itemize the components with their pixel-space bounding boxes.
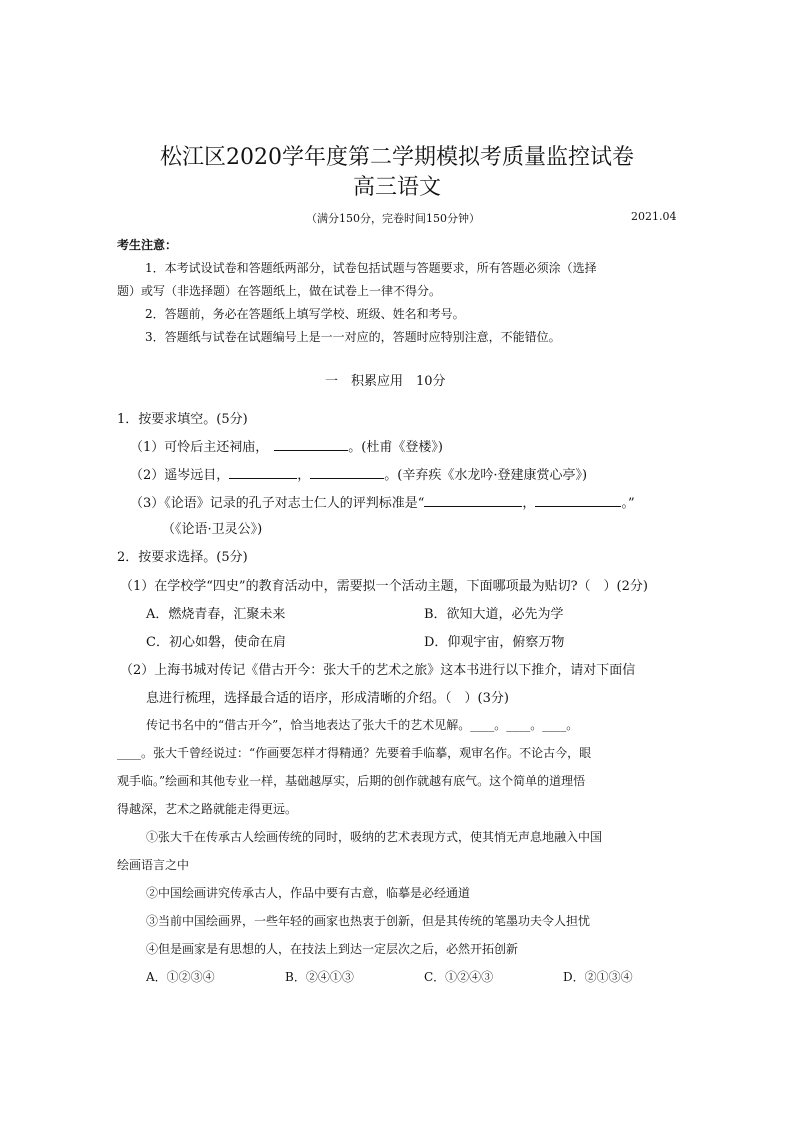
item-3-suffix: 。” — [621, 496, 635, 511]
exam-date: 2021.04 — [631, 210, 677, 223]
passage-line-4: 得越深，艺术之路就能走得更远。 — [117, 802, 298, 816]
order-option-c[interactable]: C．①②④③ — [424, 970, 494, 984]
question-2-stem: 2．按要求选择。(5分) — [117, 550, 248, 565]
option-d[interactable]: D．仰观宇宙，俯察万物 — [424, 635, 565, 650]
item-2-prefix: （2）遥岑远目， — [130, 468, 230, 483]
notice-heading: 考生注意： — [117, 238, 178, 252]
answer-blank[interactable] — [274, 438, 348, 451]
item-3-prefix: （3）《论语》记录的孔子对志士仁人的评判标准是“ — [130, 496, 425, 511]
order-option-a[interactable]: A．①②③④ — [146, 970, 215, 984]
option-a[interactable]: A．燃烧青春，汇聚未来 — [146, 607, 286, 622]
item-1-prefix: （1）可怜后主还祠庙， — [130, 440, 269, 455]
item-2-suffix: 。(辛弃疾《水龙吟·登建康赏心亭》) — [384, 468, 588, 483]
option-c[interactable]: C．初心如磐，使命在肩 — [146, 635, 286, 650]
exam-info: （满分150分，完卷时间150分钟） — [306, 212, 480, 225]
notice-item-1-line-1: 1．本考试设试卷和答题纸两部分，试卷包括试题与答题要求，所有答题必须涂（选择 — [145, 261, 597, 275]
item-1-suffix: 。(杜甫《登楼》) — [348, 440, 443, 455]
sentence-4: ④但是画家是有思想的人，在技法上到达一定层次之后，必然开拓创新 — [146, 942, 519, 956]
question-2-sub-2-line-2: 息进行梳理，选择最合适的语序，形成清晰的介绍。（ ）(3分) — [146, 691, 509, 706]
question-1-item-1 — [130, 436, 443, 455]
question-1-item-3 — [130, 492, 635, 511]
order-option-d[interactable]: D．②①③④ — [563, 970, 633, 984]
answer-blank[interactable] — [229, 466, 297, 479]
sentence-3: ③当前中国绘画界，一些年轻的画家也热衷于创新，但是其传统的笔墨功夫令人担忧 — [146, 914, 591, 928]
passage-line-1: 传记书名中的“借古开今”，恰当地表达了张大千的艺术见解。____。____。____。 — [146, 718, 579, 732]
option-b[interactable]: B．欲知大道，必先为学 — [424, 607, 564, 622]
item-3-source: （《论语·卫灵公》) — [162, 522, 263, 537]
section-heading: 一 积累应用 10分 — [325, 374, 446, 389]
question-1-item-2 — [130, 464, 587, 483]
item-3-mid: ， — [522, 496, 536, 511]
question-2-sub-1: （1）在学校学“四史”的教育活动中，需要拟一个活动主题，下面哪项最为贴切?（ ）(2分) — [120, 579, 648, 594]
notice-item-1-line-2: 题）或写（非选择题）在答题纸上，做在试卷上一律不得分。 — [117, 284, 442, 298]
notice-item-3: 3．答题纸与试卷在试题编号上是一一对应的，答题时应特别注意，不能错位。 — [145, 330, 561, 344]
item-2-mid: ， — [297, 468, 311, 483]
question-1-stem: 1．按要求填空。(5分) — [117, 412, 248, 427]
sentence-1-line-2: 绘画语言之中 — [117, 858, 190, 872]
sentence-2: ②中国绘画讲究传承古人，作品中要有古意，临摹是必经通道 — [146, 886, 471, 900]
question-2-sub-2-line-1: （2）上海书城对传记《借古开今：张大千的艺术之旅》这本书进行以下推介，请对下面信 — [120, 663, 636, 678]
exam-subtitle: 高三语文 — [352, 175, 441, 200]
answer-blank[interactable] — [535, 494, 621, 507]
answer-blank[interactable] — [424, 494, 522, 507]
answer-blank[interactable] — [310, 466, 384, 479]
exam-title: 松江区2020学年度第二学期模拟考质量监控试卷 — [160, 145, 634, 170]
sentence-1-line-1: ①张大千在传承古人绘画传统的同时，吸纳的艺术表现方式，使其悄无声息地融入中国 — [146, 830, 603, 844]
notice-item-2: 2．答题前，务必在答题纸上填写学校、班级、姓名和考号。 — [145, 307, 465, 321]
passage-line-3: 观手临。”绘画和其他专业一样，基础越厚实，后期的创作就越有底气。这个简单的道理悟 — [117, 774, 586, 788]
passage-line-2: ____。张大千曾经说过：“作画要怎样才得精通？先要着手临摹，观审名作。不论古今，眼 — [117, 746, 592, 760]
order-option-b[interactable]: B．②④①③ — [285, 970, 354, 984]
